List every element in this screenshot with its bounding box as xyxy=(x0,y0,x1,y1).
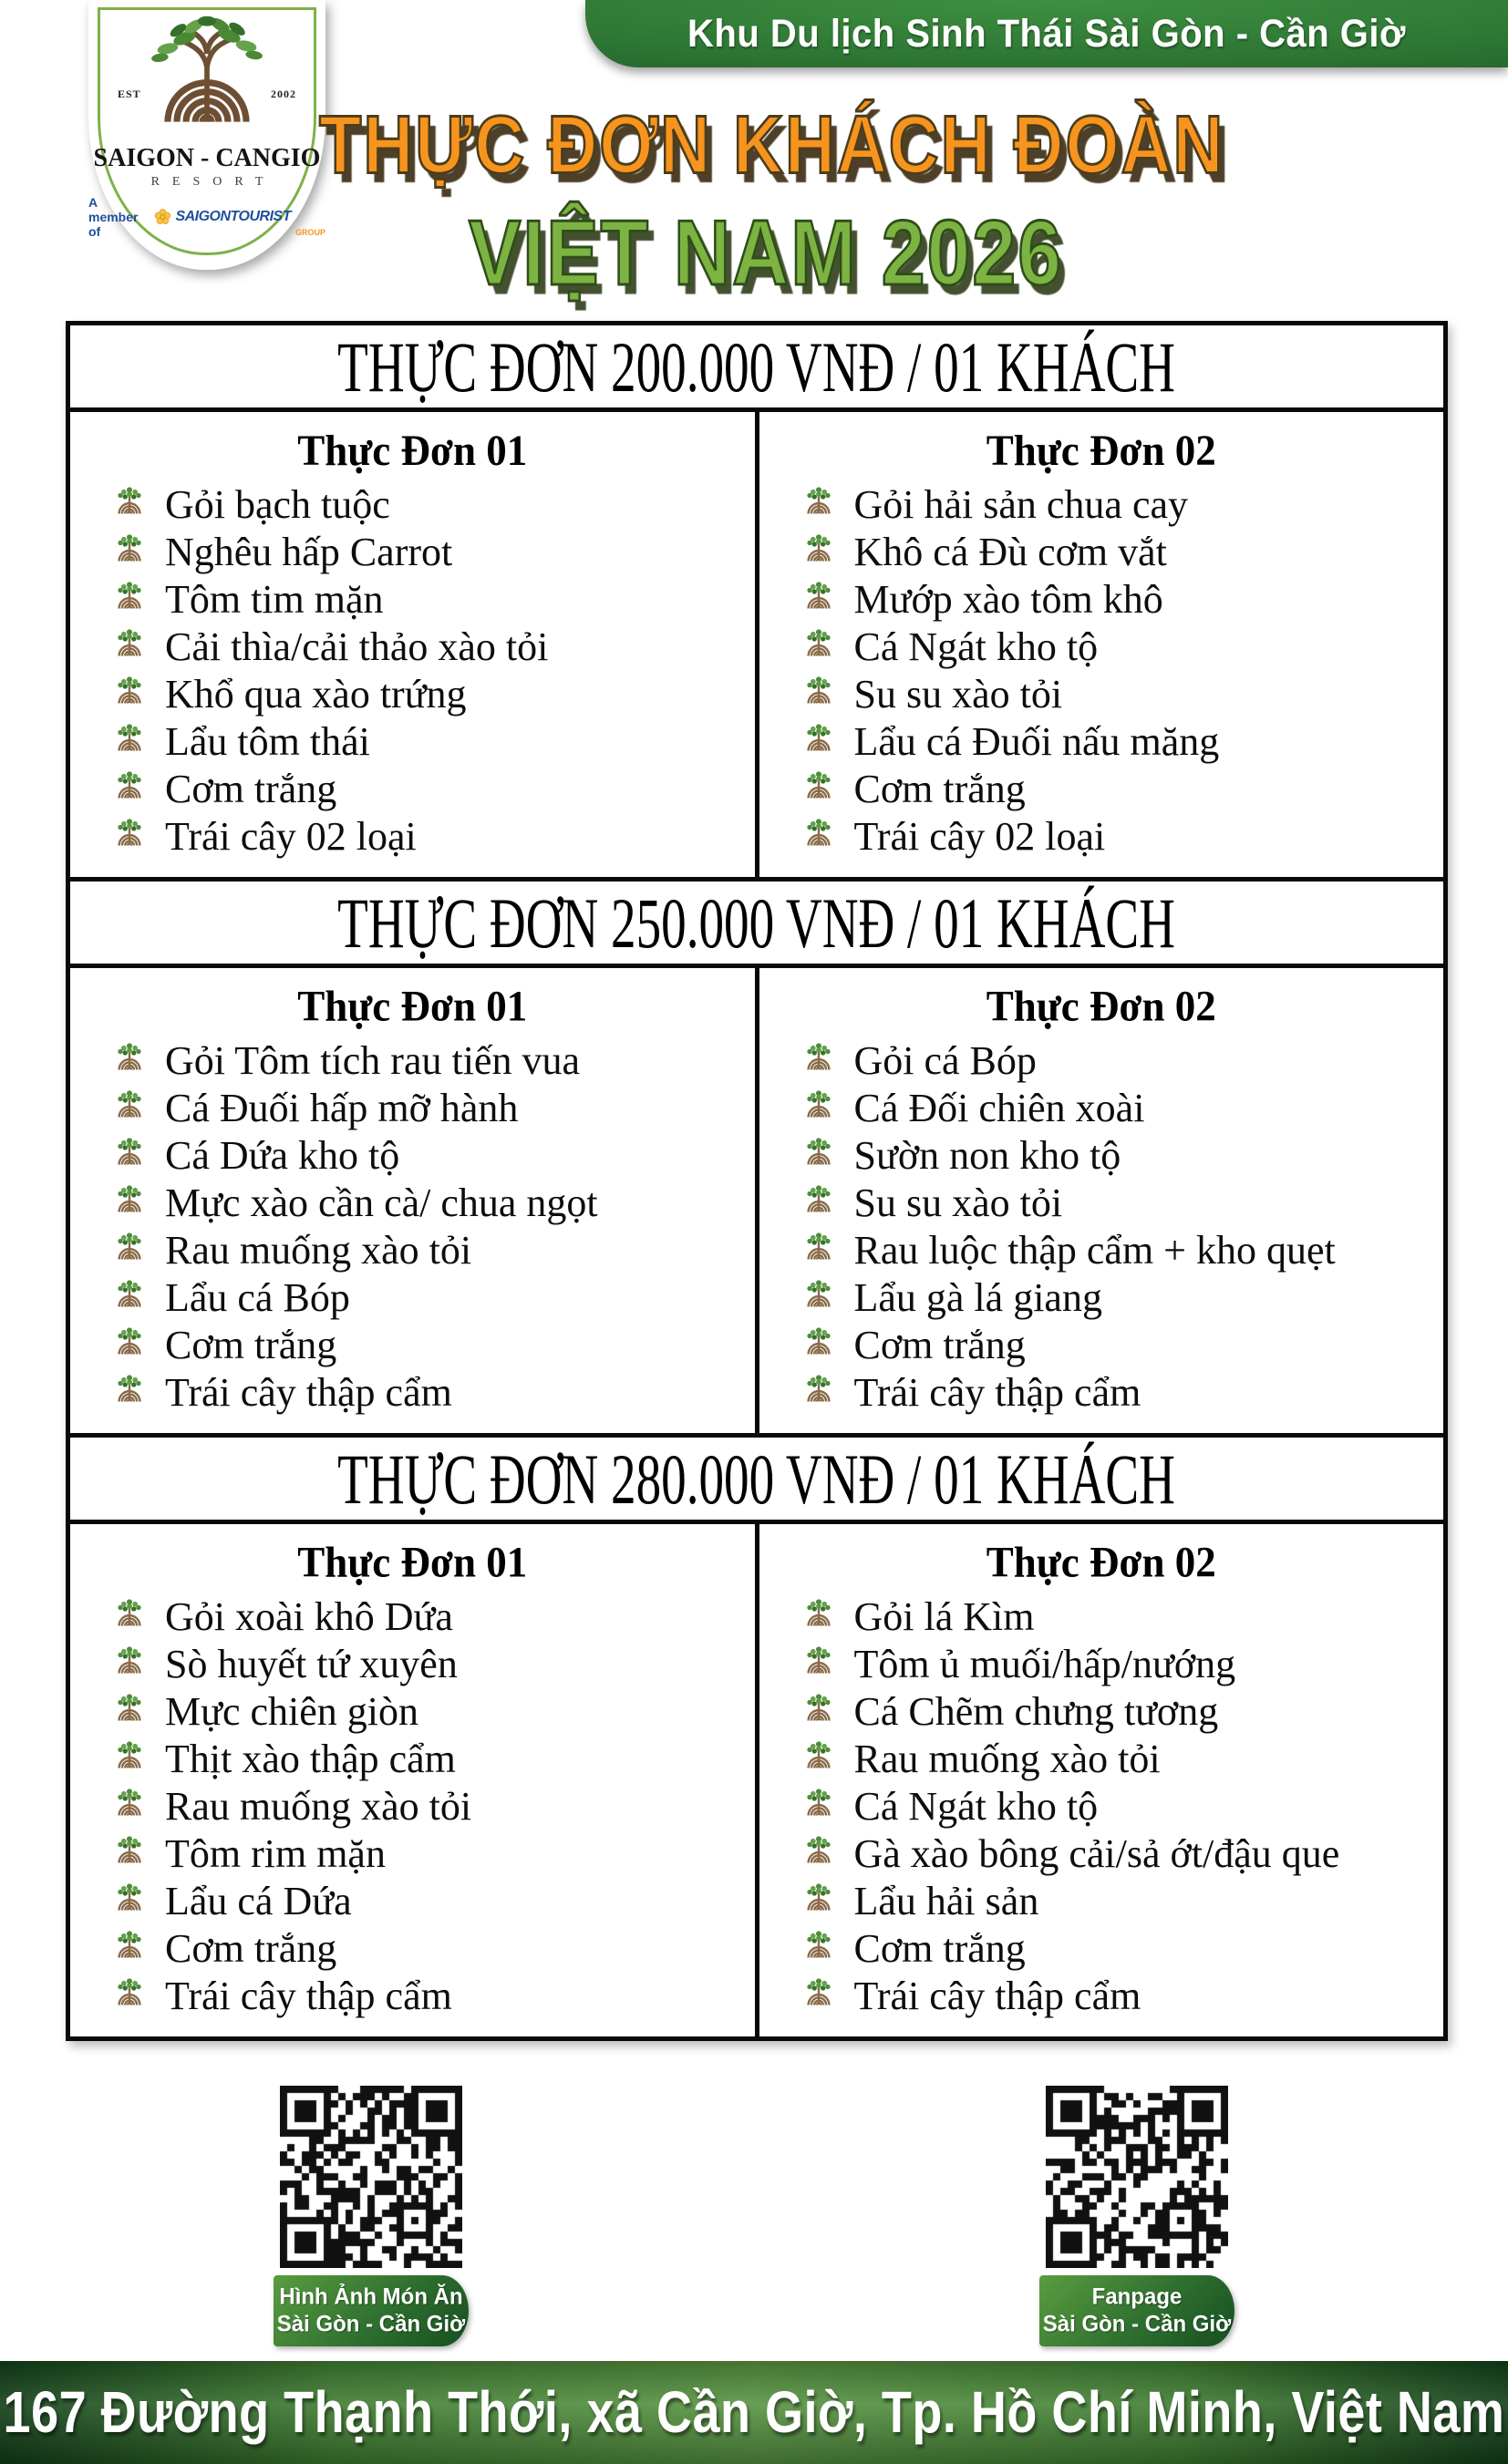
menu-item-label: Rau muống xào tỏi xyxy=(165,1228,472,1273)
menu-column-2 xyxy=(755,1524,1444,2036)
menu-section-title: THỰC ĐƠN 280.000 VNĐ / 01 KHÁCH xyxy=(337,1438,1176,1519)
menu-item-label: Mực chiên giòn xyxy=(165,1689,419,1734)
tree-bullet-icon xyxy=(112,1326,147,1365)
menu-column-title: Thực Đơn 01 xyxy=(297,982,528,1031)
menu-item-label: Sò huyết tứ xuyên xyxy=(165,1642,458,1686)
tree-bullet-icon xyxy=(112,675,147,714)
menu-column-1 xyxy=(70,412,755,877)
menu-item xyxy=(801,577,1435,622)
menu-item xyxy=(112,1133,746,1178)
menu-item xyxy=(801,719,1435,764)
tree-bullet-icon xyxy=(801,486,836,524)
footer-address-bar xyxy=(0,2361,1508,2464)
tree-bullet-icon xyxy=(112,1232,147,1270)
menu-item xyxy=(112,1879,746,1923)
member-of-label: A member of xyxy=(88,195,139,239)
menu-item xyxy=(112,482,746,527)
menu-item xyxy=(801,1784,1435,1829)
menu-column-2 xyxy=(755,968,1444,1433)
top-banner-text: Khu Du lịch Sinh Thái Sài Gòn - Cần Giờ xyxy=(687,12,1406,55)
menu-item xyxy=(801,1879,1435,1923)
tree-bullet-icon xyxy=(112,1374,147,1412)
tree-bullet-icon xyxy=(801,581,836,619)
tree-bullet-icon xyxy=(112,1740,147,1778)
menu-section xyxy=(70,881,1443,1438)
menu-item-label: Nghêu hấp Carrot xyxy=(165,530,453,574)
tree-bullet-icon xyxy=(112,1184,147,1222)
tree-bullet-icon xyxy=(801,675,836,714)
logo-member-row xyxy=(88,195,325,239)
menu-item xyxy=(801,1689,1435,1734)
tree-bullet-icon xyxy=(801,1835,836,1873)
menu-item xyxy=(801,1594,1435,1639)
menu-item-label: Cá Chẽm chưng tương xyxy=(853,1689,1219,1734)
menu-item xyxy=(801,769,1435,809)
tree-bullet-icon xyxy=(801,1645,836,1684)
menu-section xyxy=(70,1438,1443,2036)
menu-item xyxy=(112,1644,746,1685)
menu-item-label: Cải thìa/cải thảo xào tỏi xyxy=(165,624,549,669)
tree-bullet-icon xyxy=(112,628,147,666)
menu-column-1 xyxy=(70,968,755,1433)
tree-bullet-icon xyxy=(112,1042,147,1080)
tree-bullet-icon xyxy=(112,770,147,809)
menu-item xyxy=(112,1370,746,1415)
menu-item xyxy=(112,672,746,717)
menu-item-label: Lẩu gà lá giang xyxy=(853,1275,1102,1320)
menu-item xyxy=(112,1038,746,1083)
menu-item-label: Trái cây thập cẩm xyxy=(165,1370,452,1415)
tree-bullet-icon xyxy=(801,1232,836,1270)
tree-bullet-icon xyxy=(801,1788,836,1826)
tree-bullet-icon xyxy=(801,533,836,572)
menu-section-body xyxy=(70,1524,1443,2036)
menu-item xyxy=(801,482,1435,527)
tree-bullet-icon xyxy=(112,533,147,572)
menu-section xyxy=(70,325,1443,881)
poster-title-line1: THỰC ĐƠN KHÁCH ĐOÀN xyxy=(319,99,1225,191)
menu-section-header xyxy=(70,325,1443,412)
menu-item xyxy=(112,1275,746,1320)
menu-item-label: Khổ qua xào trứng xyxy=(165,672,467,717)
qr-block-food-photos xyxy=(274,2086,469,2346)
menu-item xyxy=(112,624,746,669)
menu-item xyxy=(112,1976,746,2016)
tree-bullet-icon xyxy=(112,1930,147,1968)
logo-brand-subtitle: RESORT xyxy=(150,175,276,189)
menu-item xyxy=(801,1831,1435,1876)
tree-bullet-icon xyxy=(112,1279,147,1317)
menu-column-title: Thực Đơn 01 xyxy=(297,426,528,475)
tree-bullet-icon xyxy=(801,1137,836,1175)
mangrove-tree-logo-icon xyxy=(139,15,275,135)
menu-item-label: Cá Đối chiên xoài xyxy=(853,1086,1145,1130)
menu-item-label: Cơm trắng xyxy=(165,767,337,811)
tree-bullet-icon xyxy=(801,1930,836,1968)
menu-item xyxy=(112,1228,746,1273)
menu-item-label: Trái cây 02 loại xyxy=(853,814,1106,859)
menu-item-label: Rau muống xào tỏi xyxy=(853,1737,1161,1781)
tree-bullet-icon xyxy=(112,1137,147,1175)
menu-column-title: Thực Đơn 02 xyxy=(986,426,1216,475)
menu-item xyxy=(112,1594,746,1639)
tree-bullet-icon xyxy=(801,1977,836,2016)
menu-item xyxy=(112,814,746,859)
menu-item-label: Cơm trắng xyxy=(853,1926,1026,1971)
menu-table xyxy=(66,321,1448,2041)
menu-item-label: Trái cây thập cẩm xyxy=(853,1370,1141,1415)
menu-column-title: Thực Đơn 02 xyxy=(986,1538,1216,1587)
menu-item xyxy=(801,1228,1435,1273)
menu-item-label: Gà xào bông cải/sả ớt/đậu que xyxy=(853,1831,1340,1876)
menu-item xyxy=(801,1976,1435,2016)
menu-item xyxy=(801,814,1435,859)
menu-item xyxy=(801,1180,1435,1225)
menu-section-title: THỰC ĐƠN 200.000 VNĐ / 01 KHÁCH xyxy=(337,326,1176,407)
menu-list xyxy=(70,1594,755,2018)
menu-item xyxy=(801,1739,1435,1779)
tree-bullet-icon xyxy=(112,581,147,619)
tree-bullet-icon xyxy=(801,1740,836,1778)
menu-item xyxy=(801,1088,1435,1129)
menu-item xyxy=(112,532,746,572)
tree-bullet-icon xyxy=(801,1042,836,1080)
menu-item xyxy=(112,1689,746,1734)
menu-list xyxy=(70,482,755,859)
menu-item-label: Su su xào tỏi xyxy=(853,1180,1063,1225)
menu-column-2 xyxy=(755,412,1444,877)
menu-item xyxy=(112,769,746,809)
menu-item-label: Cơm trắng xyxy=(165,1323,337,1367)
menu-section-title: THỰC ĐƠN 250.000 VNĐ / 01 KHÁCH xyxy=(337,882,1176,963)
tree-bullet-icon xyxy=(112,1089,147,1128)
menu-list xyxy=(759,1594,1444,2018)
menu-item-label: Trái cây thập cẩm xyxy=(165,1974,452,2018)
qr-code-food-photos xyxy=(280,2086,462,2268)
menu-item xyxy=(801,1133,1435,1178)
menu-item-label: Gỏi bạch tuộc xyxy=(165,482,390,527)
menu-item-label: Cá Đuối hấp mỡ hành xyxy=(165,1086,519,1130)
saigontourist-group-label: GROUP xyxy=(294,228,325,237)
menu-item-label: Cơm trắng xyxy=(853,1323,1026,1367)
tree-bullet-icon xyxy=(112,1645,147,1684)
top-banner xyxy=(585,0,1508,67)
menu-item-label: Rau muống xào tỏi xyxy=(165,1784,472,1829)
tree-bullet-icon xyxy=(801,723,836,761)
menu-item-label: Lẩu tôm thái xyxy=(165,719,370,764)
menu-item xyxy=(112,1180,746,1225)
qr-badge-line1: Hình Ảnh Món Ăn xyxy=(279,2284,463,2310)
menu-section-header xyxy=(70,1438,1443,1524)
qr-badge-line2: Sài Gòn - Cần Giờ xyxy=(276,2311,466,2337)
menu-item-label: Khô cá Đù cơm vắt xyxy=(853,530,1167,574)
tree-bullet-icon xyxy=(801,1089,836,1128)
menu-column-1 xyxy=(70,1524,755,2036)
qr-badge-food-photos xyxy=(274,2275,469,2346)
menu-item-label: Thịt xào thập cẩm xyxy=(165,1737,456,1781)
menu-item-label: Sườn non kho tộ xyxy=(853,1133,1121,1178)
menu-item-label: Trái cây 02 loại xyxy=(165,814,417,859)
tree-bullet-icon xyxy=(801,1374,836,1412)
menu-item xyxy=(112,577,746,622)
tree-bullet-icon xyxy=(112,1977,147,2016)
menu-item-label: Rau luộc thập cẩm + kho quẹt xyxy=(853,1228,1336,1273)
qr-code-fanpage xyxy=(1046,2086,1228,2268)
menu-item-label: Trái cây thập cẩm xyxy=(853,1974,1141,2018)
menu-item-label: Cá Dứa kho tộ xyxy=(165,1133,400,1178)
menu-item-label: Tôm tim mặn xyxy=(165,577,384,622)
tree-bullet-icon xyxy=(801,1598,836,1636)
tree-bullet-icon xyxy=(112,1835,147,1873)
qr-block-fanpage xyxy=(1039,2086,1234,2346)
menu-column-title: Thực Đơn 02 xyxy=(986,982,1216,1031)
tree-bullet-icon xyxy=(801,1184,836,1222)
logo-est-label: EST xyxy=(118,88,141,100)
menu-item xyxy=(801,1644,1435,1685)
tree-bullet-icon xyxy=(112,1788,147,1826)
menu-item xyxy=(112,1325,746,1366)
menu-item xyxy=(801,532,1435,572)
menu-column-title: Thực Đơn 01 xyxy=(297,1538,528,1587)
tree-bullet-icon xyxy=(112,818,147,856)
menu-item xyxy=(112,1088,746,1129)
resort-logo-badge xyxy=(88,0,325,270)
footer-address-text: 167 Đường Thạnh Thới, xã Cần Giờ, Tp. Hồ Chí Minh, Việt Nam xyxy=(3,2380,1505,2445)
menu-item xyxy=(801,1325,1435,1366)
menu-item-label: Gỏi Tôm tích rau tiến vua xyxy=(165,1038,580,1083)
tree-bullet-icon xyxy=(112,486,147,524)
menu-item xyxy=(801,672,1435,717)
menu-item-label: Cơm trắng xyxy=(853,767,1026,811)
menu-item xyxy=(112,1926,746,1971)
tree-bullet-icon xyxy=(112,723,147,761)
tree-bullet-icon xyxy=(801,628,836,666)
menu-item-label: Su su xào tỏi xyxy=(853,672,1063,717)
menu-list xyxy=(759,482,1444,859)
tree-bullet-icon xyxy=(801,1693,836,1731)
menu-list xyxy=(759,1038,1444,1415)
tree-bullet-icon xyxy=(801,1279,836,1317)
menu-item xyxy=(801,1275,1435,1320)
menu-item-label: Gỏi hải sản chua cay xyxy=(853,482,1189,527)
menu-item-label: Mướp xào tôm khô xyxy=(853,577,1163,622)
menu-item-label: Lẩu hải sản xyxy=(853,1879,1039,1923)
menu-item xyxy=(112,1784,746,1829)
menu-section-body xyxy=(70,412,1443,881)
menu-item-label: Tôm ủ muối/hấp/nướng xyxy=(853,1642,1236,1686)
logo-brand-name: SAIGON - CANGIO xyxy=(93,144,321,172)
logo-est-year: 2002 xyxy=(271,88,296,100)
menu-item xyxy=(112,1831,746,1876)
menu-section-body xyxy=(70,968,1443,1438)
poster-title-line2: VIỆT NAM 2026 xyxy=(468,201,1064,305)
tree-bullet-icon xyxy=(112,1598,147,1636)
menu-item-label: Lẩu cá Đuối nấu măng xyxy=(853,719,1220,764)
qr-badge-fanpage xyxy=(1039,2275,1234,2346)
menu-item-label: Mực xào cần cà/ chua ngọt xyxy=(165,1180,598,1225)
menu-item-label: Gỏi cá Bóp xyxy=(853,1038,1037,1083)
qr-badge-line2: Sài Gòn - Cần Giờ xyxy=(1042,2311,1232,2337)
menu-item xyxy=(112,719,746,764)
menu-item-label: Cơm trắng xyxy=(165,1926,337,1971)
menu-item-label: Lẩu cá Bóp xyxy=(165,1275,350,1320)
menu-item xyxy=(801,1370,1435,1415)
menu-item-label: Cá Ngát kho tộ xyxy=(853,624,1099,669)
menu-item xyxy=(801,1926,1435,1971)
tree-bullet-icon xyxy=(801,770,836,809)
qr-badge-line1: Fanpage xyxy=(1091,2284,1183,2310)
menu-section-header xyxy=(70,881,1443,968)
menu-item xyxy=(801,1038,1435,1083)
poster-title xyxy=(319,99,1225,305)
menu-item xyxy=(801,624,1435,669)
saigontourist-flower-icon xyxy=(154,206,171,228)
tree-bullet-icon xyxy=(801,818,836,856)
menu-item xyxy=(112,1739,746,1779)
menu-item-label: Gỏi xoài khô Dứa xyxy=(165,1594,453,1639)
saigontourist-wordmark: SAIGONTOURIST xyxy=(175,209,291,224)
menu-item-label: Tôm rim mặn xyxy=(165,1831,386,1876)
menu-item-label: Lẩu cá Dứa xyxy=(165,1879,352,1923)
tree-bullet-icon xyxy=(112,1882,147,1921)
tree-bullet-icon xyxy=(801,1326,836,1365)
menu-item-label: Cá Ngát kho tộ xyxy=(853,1784,1099,1829)
tree-bullet-icon xyxy=(801,1882,836,1921)
menu-list xyxy=(70,1038,755,1415)
tree-bullet-icon xyxy=(112,1693,147,1731)
menu-item-label: Gỏi lá Kìm xyxy=(853,1594,1035,1639)
